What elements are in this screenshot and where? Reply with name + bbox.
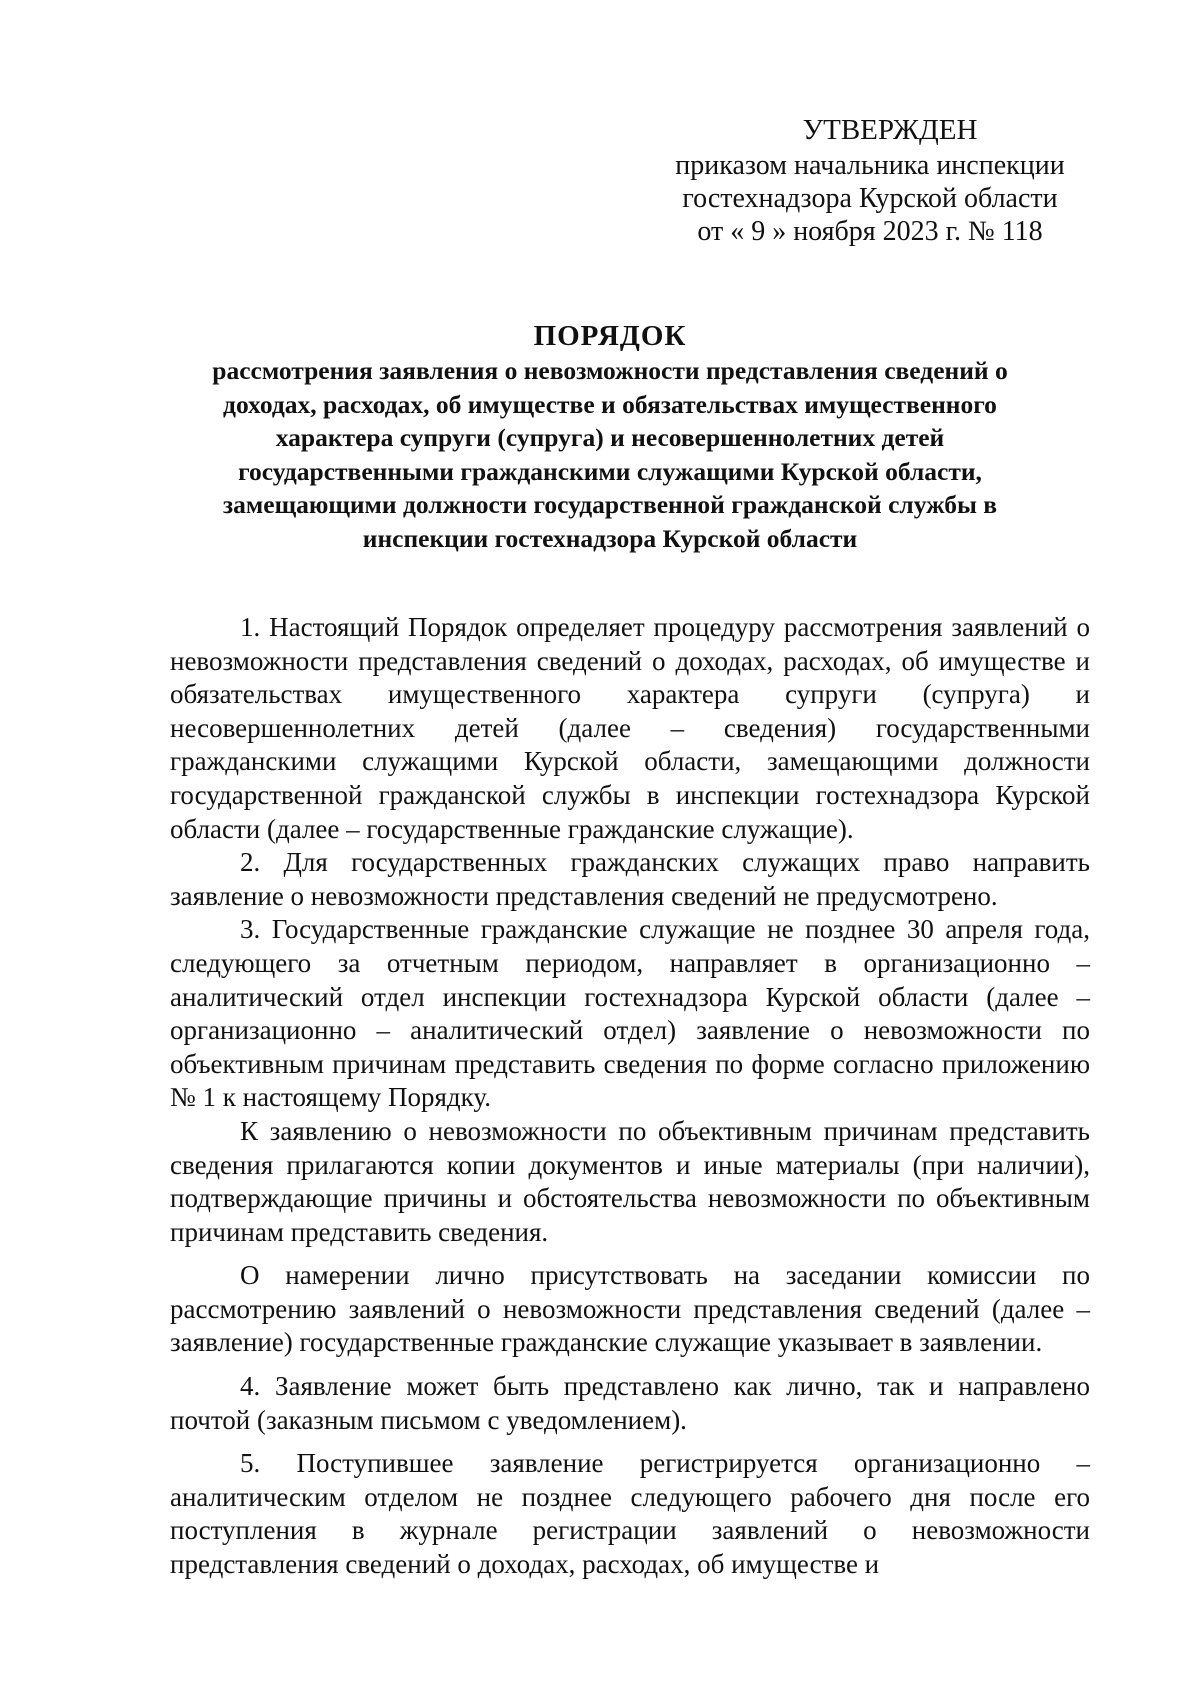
paragraph-3-attachments: К заявлению о невозможности по объективным причинам представить сведения прилагаются копии документов и иные материалы (при наличии), подтверждающие причины и обстоятельства невозможности по объективным причинам представить сведения.	[170, 1115, 1090, 1247]
paragraph-4: 4. Заявление может быть представлено как лично, так и направлено почтой (заказным письмом с уведомлением).	[170, 1371, 1090, 1435]
approval-line-3: от « 9 » ноября 2023 г. № 118	[697, 216, 1043, 247]
approval-stamp	[650, 114, 1090, 248]
approval-line-2: гостехнадзора Курской области	[682, 183, 1058, 214]
approval-heading: УТВЕРЖДЕН	[802, 114, 978, 146]
approval-line-1: приказом начальника инспекции	[675, 150, 1065, 181]
document-subtitle: рассмотрения заявления о невозможности представления сведений о доходах, расходах, об имуществе и обязательствах имущественного характера супруги (супруга) и несовершеннолетних детей государственными гражданскими служащими Курской области, замещающими должности государственной гражданской службы в инспекции гостехнадзора Курской области	[212, 356, 1008, 553]
document-title-block	[170, 318, 1050, 555]
document-title: ПОРЯДОК	[533, 320, 687, 352]
paragraph-3: 3. Государственные гражданские служащие не позднее 30 апреля года, следующего за отчетным периодом, направляет в организационно – аналитический отдел инспекции гостехнадзора Курской области (далее – организационно – аналитический отдел) заявление о невозможности по объективным причинам представить сведения по форме согласно приложению № 1 к настоящему Порядку.	[170, 914, 1090, 1113]
paragraph-3-attendance: О намерении лично присутствовать на заседании комиссии по рассмотрению заявлений о невозможности представления сведений (далее – заявление) государственные гражданские служащие указывает в заявлении.	[170, 1260, 1090, 1358]
document-body	[170, 611, 1090, 1582]
paragraph-5: 5. Поступившее заявление регистрируется организационно – аналитическим отделом не позднее следующего рабочего дня после его поступления в журнале регистрации заявлений о невозможности представления сведений о доходах, расходах, об имуществе и	[170, 1448, 1090, 1580]
paragraph-2: 2. Для государственных гражданских служащих право направить заявление о невозможности представления сведений не предусмотрено.	[170, 847, 1090, 911]
paragraph-1: 1. Настоящий Порядок определяет процедуру рассмотрения заявлений о невозможности представления сведений о доходах, расходах, об имуществе и обязательствах имущественного характера супруги (супруга) и несовершеннолетних детей (далее – сведения) государственными гражданскими служащими Курской области, замещающими должности государственной гражданской службы в инспекции гостехнадзора Курской области (далее – государственные гражданские служащие).	[170, 612, 1090, 844]
